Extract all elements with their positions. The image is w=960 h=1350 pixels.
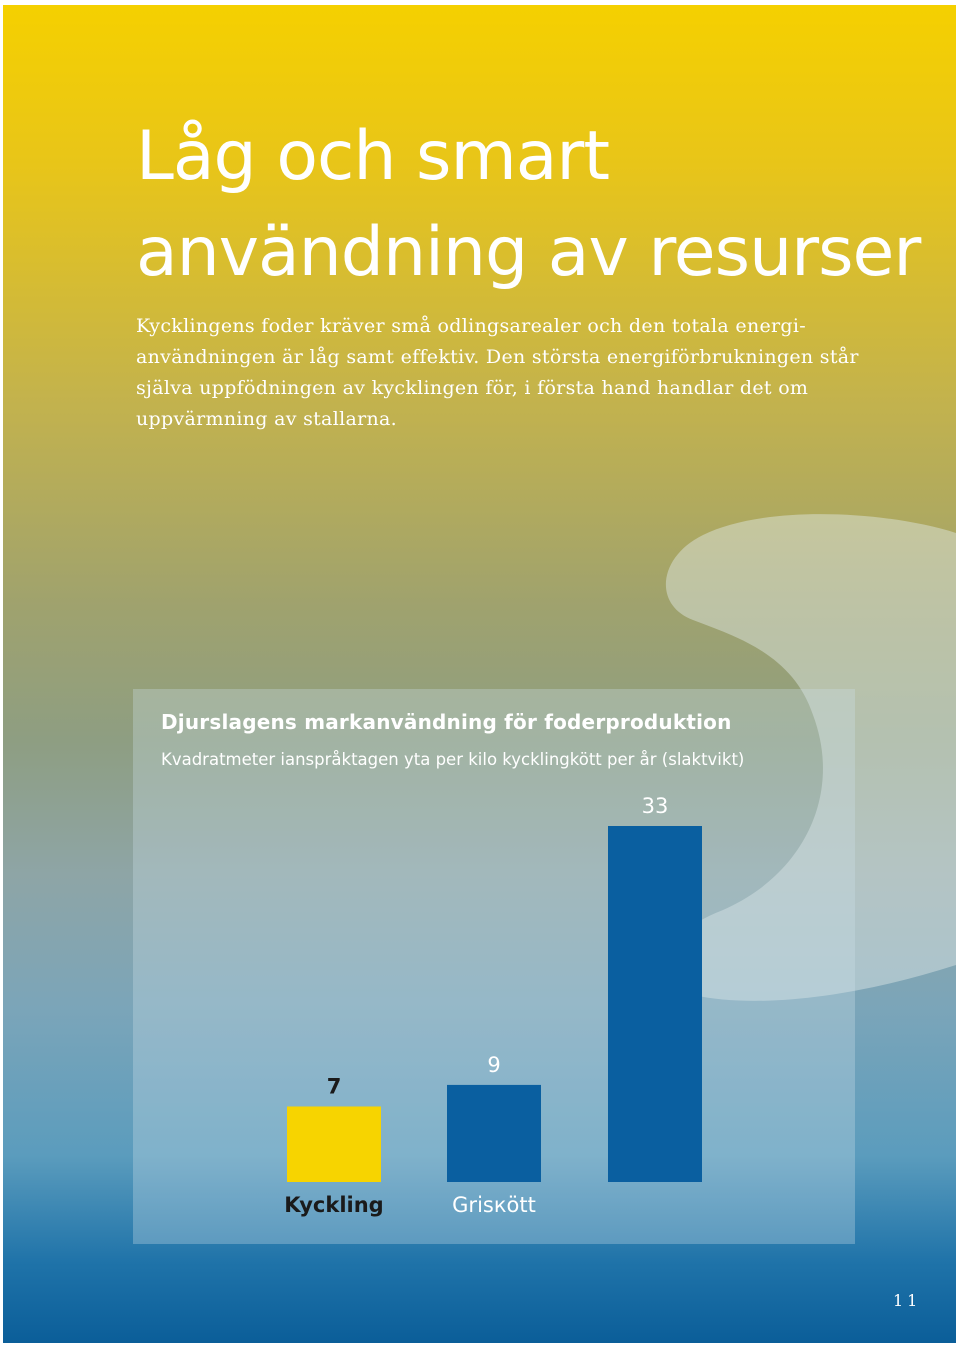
intro-line-4: uppvärmning av stallarna. bbox=[136, 408, 397, 430]
chart-title: Djurslagens markanvändning för foderproduktion bbox=[161, 710, 732, 734]
category-label-1: Kyckling bbox=[284, 1193, 384, 1217]
bar-1 bbox=[287, 1106, 381, 1182]
intro-line-2: användningen är låg samt effektiv. Den största energiförbrukningen står bbox=[136, 346, 859, 368]
bar-value-label-3: 33 bbox=[641, 794, 669, 818]
bar-3 bbox=[608, 826, 702, 1182]
bar-value-label-2: 9 bbox=[487, 1052, 501, 1077]
category-label-2: Grisкött bbox=[452, 1193, 536, 1217]
intro-line-3: själva uppfödningen av kycklingen för, i första hand handlar det om bbox=[136, 377, 809, 399]
chart-subtitle: Kvadratmeter ianspråktagen yta per kilo kycklingkött per år (slaktvikt) bbox=[161, 750, 745, 769]
bar-value-label-1: 7 bbox=[326, 1074, 342, 1099]
title-line-2: användning av resurser bbox=[136, 213, 921, 292]
intro-line-1: Kycklingens foder kräver små odlingsarealer och den totala energi- bbox=[136, 315, 806, 337]
page bbox=[3, 5, 956, 1343]
bar-chart bbox=[3, 5, 956, 1343]
page-number: 11 bbox=[893, 1291, 922, 1310]
title-line-1: Låg och smart bbox=[136, 117, 609, 196]
bar-2 bbox=[447, 1085, 541, 1182]
